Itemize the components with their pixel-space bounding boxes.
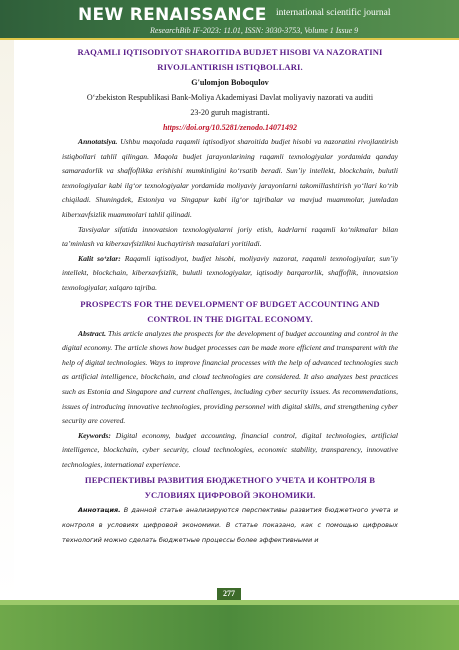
doi-link[interactable]: https://doi.org/10.5281/zenodo.14071492 <box>162 123 297 132</box>
ru-annotation <box>62 503 398 547</box>
uz-title-line1: RAQAMLI IQTISODIYOT SHAROITIDA BUDJET HISOBI VA NAZORATINI <box>77 47 383 57</box>
decorative-footer <box>0 600 459 650</box>
author-name: G'ulomjon Boboqulov <box>191 78 269 87</box>
journal-name: NEW RENAISSANCE <box>78 5 267 25</box>
issn-line: ResearchBib IF-2023: 11.01, ISSN: 3030-3753, Volume 1 Issue 9 <box>150 26 359 35</box>
en-keywords-label: Keywords: <box>78 430 111 440</box>
article-body <box>62 42 398 547</box>
en-keywords <box>62 429 398 473</box>
en-abstract-label: Abstract. <box>78 328 107 338</box>
header-divider <box>0 38 459 40</box>
affiliation-line1: O‘zbekiston Respublikasi Bank-Moliya Akademiyasi Davlat moliyaviy nazorati va auditi <box>86 93 374 102</box>
uz-annotation-2: Tavsiyalar sifatida innovatsion texnologiyalarni joriy etish, kadrlarni raqamli ko‘nikmalar bilan ta’minlash va kiberxavfsizlikni kuchaytirish masalalari yoritiladi. <box>62 224 398 249</box>
uz-keywords-label: Kalit so‘zlar: <box>78 253 121 263</box>
affiliation-line2: 23-20 guruh magistranti. <box>190 108 270 117</box>
uz-keywords <box>62 252 398 296</box>
uz-annotation-label: Annotatsiya. <box>78 137 118 146</box>
journal-header <box>0 0 459 38</box>
ru-annotation-text: В данной статье анализируются перспективы развития бюджетного учета и контроля в условиях цифровой экономики. В статье показано, как с помощью цифровых технологий можно сделать бюджетные процессы более эффективными и <box>62 506 398 544</box>
en-abstract-text: This article analyzes the prospects for the development of budget accounting and control in the digital economy. The article shows how budget processes can be made more efficient and transparent with the help of digital technologies. Ways to improve financial processes with the help of advanced technologies such as artificial intelligence, blockchain, and cloud technologies are considered. It also analyzes best practices such as Estonia and Singapore and current challenges, including cyber security issues. As recommendations, issues of introducing innovative technologies, providing personnel with digital skills, and strengthening cyber security are covered. <box>62 328 398 426</box>
en-title-line1: PROSPECTS FOR THE DEVELOPMENT OF BUDGET ACCOUNTING AND <box>80 298 380 309</box>
uz-annotation <box>62 135 398 223</box>
journal-subtitle: international scientific journal <box>276 8 391 18</box>
uz-keywords-text: Raqamli iqtisodiyot, budjet hisobi, moliyaviy nazorat, raqamli texnologiyalar, sun’iy intellekt, blockchain, kiberxavfsizlik, bulutli texnologiyalar, iqtisodiy barqarorlik, shaffoflik, innovatsion texnologiyalar, xalqaro tajriba. <box>62 253 398 292</box>
ru-title-line2: УСЛОВИЯХ ЦИФРОВОЙ ЭКОНОМИКИ. <box>144 490 316 501</box>
ru-annotation-label: Аннотация. <box>78 506 121 515</box>
uz-title-line2: RIVOJLANTIRISH ISTIQBOLLARI. <box>157 62 303 72</box>
decorative-margin <box>0 40 14 600</box>
page-number: 277 <box>217 588 241 600</box>
en-keywords-text: Digital economy, budget accounting, financial control, digital technologies, artificial intelligence, blockchain, cyber security, cloud technologies, economic stability, transparency, innovative technologies, international experience. <box>62 430 398 469</box>
uz-annotation-text: Ushbu maqolada raqamli iqtisodiyot sharoitida budjet hisobi va nazoratini rivojlantirish istiqbollari tahlil qilingan. Maqola budjet jarayonlarining raqamli texnologiyalar yordamida qanday samaradorlik va shaffoflikka erishishi mumkinligini ko‘rsatib beradi. Sun’iy intellekt, blockchain, bulutli texnologiyalar kabi ilg‘or texnologiyalar yordamida moliyaviy jarayonlarni takomillashtirish yo‘llari ko‘rib chiqiladi. Shuningdek, Estoniya va Singapur kabi ilg‘or tajribalar va mavjud muammolar, jumladan kiberxavfsizlik muammolari tahlil qilinadi. <box>62 137 398 219</box>
en-title-line2: CONTROL IN THE DIGITAL ECONOMY. <box>147 313 313 324</box>
ru-title-line1: ПЕРСПЕКТИВЫ РАЗВИТИЯ БЮДЖЕТНОГО УЧЕТА И КОНТРОЛЯ В <box>84 475 376 486</box>
footer-band <box>0 600 459 605</box>
en-abstract <box>62 327 398 429</box>
